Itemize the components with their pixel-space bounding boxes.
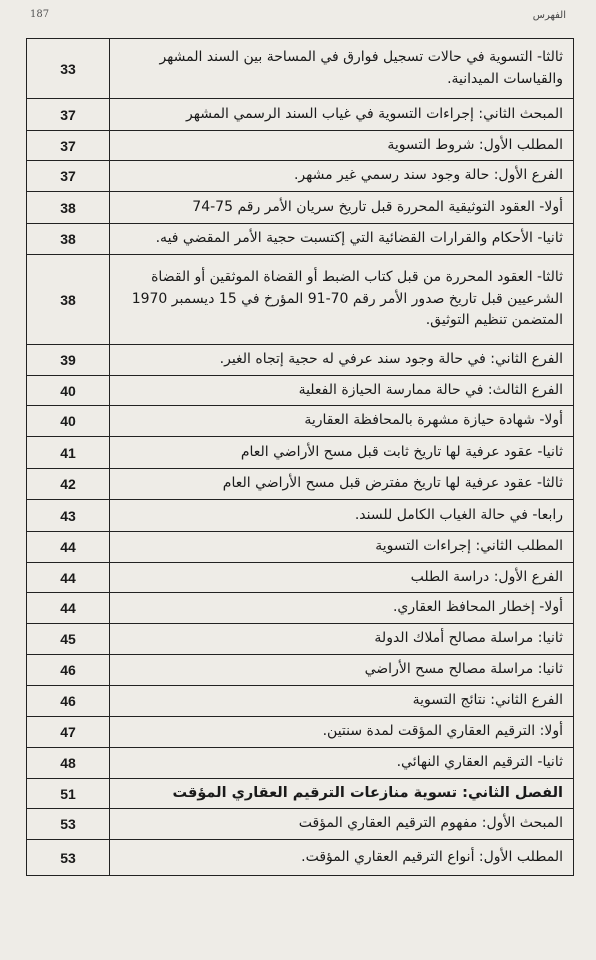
table-row — [27, 192, 574, 224]
table-row — [27, 840, 574, 876]
table-row — [27, 779, 574, 809]
toc-entry-page: 45 — [27, 624, 110, 655]
table-row — [27, 563, 574, 593]
toc-entry-page: 42 — [27, 469, 110, 500]
toc-entry-page: 37 — [27, 99, 110, 131]
table-row — [27, 469, 574, 500]
toc-entry-title: ثانيا- الأحكام والقرارات القضائية التي إكتسبت حجية الأمر المقضي فيه. — [110, 224, 574, 255]
toc-body — [27, 39, 574, 876]
toc-entry-title: ثانيا: مراسلة مصالح مسح الأراضي — [110, 655, 574, 686]
table-row — [27, 532, 574, 563]
toc-entry-page: 53 — [27, 809, 110, 840]
toc-entry-page: 51 — [27, 779, 110, 809]
table-row — [27, 500, 574, 532]
toc-entry-title: المطلب الأول: أنواع الترقيم العقاري المؤقت. — [110, 840, 574, 876]
toc-entry-page: 44 — [27, 532, 110, 563]
toc-entry-page: 53 — [27, 840, 110, 876]
table-row — [27, 717, 574, 748]
toc-entry-title: الفرع الأول: دراسة الطلب — [110, 563, 574, 593]
toc-entry-page: 38 — [27, 255, 110, 345]
toc-entry-title: أولا- العقود التوثيقية المحررة قبل تاريخ سريان الأمر رقم 75-74 — [110, 192, 574, 224]
table-of-contents — [26, 38, 574, 876]
toc-entry-page: 44 — [27, 563, 110, 593]
toc-entry-title: أولا: الترقيم العقاري المؤقت لمدة سنتين. — [110, 717, 574, 748]
toc-entry-page: 46 — [27, 686, 110, 717]
table-row — [27, 99, 574, 131]
toc-entry-page: 41 — [27, 437, 110, 469]
toc-entry-title: ثالثا- عقود عرفية لها تاريخ مفترض قبل مسح الأراضي العام — [110, 469, 574, 500]
toc-entry-title: ثالثا- التسوية في حالات تسجيل فوارق في المساحة بين السند المشهر والقياسات الميدانية. — [110, 39, 574, 99]
toc-entry-title: المطلب الثاني: إجراءات التسوية — [110, 532, 574, 563]
toc-entry-title: ثانيا- الترقيم العقاري النهائي. — [110, 748, 574, 779]
toc-entry-title: أولا- شهادة حيازة مشهرة بالمحافظة العقارية — [110, 406, 574, 437]
table-row — [27, 406, 574, 437]
toc-entry-page: 33 — [27, 39, 110, 99]
toc-entry-page: 48 — [27, 748, 110, 779]
toc-entry-page: 47 — [27, 717, 110, 748]
table-row — [27, 593, 574, 624]
toc-entry-title: الفرع الثاني: نتائج التسوية — [110, 686, 574, 717]
toc-entry-page: 38 — [27, 224, 110, 255]
table-row — [27, 809, 574, 840]
toc-entry-title: ثالثا- العقود المحررة من قبل كتاب الضبط أو القضاة الموثقين أو القضاة الشرعيين قبل تاريخ صدور الأمر رقم 70-91 المؤرخ في 15 ديسمبر 1970 المتضمن تنظيم التوثيق. — [110, 255, 574, 345]
toc-entry-title: المطلب الأول: شروط التسوية — [110, 131, 574, 161]
toc-entry-title: المبحث الثاني: إجراءات التسوية في غياب السند الرسمي المشهر — [110, 99, 574, 131]
table-row — [27, 255, 574, 345]
toc-entry-title: ثانيا: مراسلة مصالح أملاك الدولة — [110, 624, 574, 655]
toc-entry-title: الفرع الأول: حالة وجود سند رسمي غير مشهر. — [110, 161, 574, 192]
toc-entry-page: 37 — [27, 161, 110, 192]
table-row — [27, 624, 574, 655]
toc-entry-title: الفرع الثالث: في حالة ممارسة الحيازة الفعلية — [110, 376, 574, 406]
toc-entry-title: ثانيا- عقود عرفية لها تاريخ ثابت قبل مسح الأراضي العام — [110, 437, 574, 469]
toc-entry-title: الفرع الثاني: في حالة وجود سند عرفي له حجية إتجاه الغير. — [110, 345, 574, 376]
table-row — [27, 131, 574, 161]
running-header: الفهرس — [532, 10, 566, 21]
toc-entry-title: رابعا- في حالة الغياب الكامل للسند. — [110, 500, 574, 532]
toc-entry-page: 46 — [27, 655, 110, 686]
toc-entry-title: المبحث الأول: مفهوم الترقيم العقاري المؤقت — [110, 809, 574, 840]
table-row — [27, 376, 574, 406]
table-row — [27, 748, 574, 779]
toc-entry-title: الفصل الثاني: تسوية منازعات الترقيم العقاري المؤقت — [110, 779, 574, 809]
table-row — [27, 161, 574, 192]
table-row — [27, 345, 574, 376]
toc-entry-page: 43 — [27, 500, 110, 532]
toc-entry-page: 44 — [27, 593, 110, 624]
table-row — [27, 655, 574, 686]
toc-entry-page: 39 — [27, 345, 110, 376]
table-row — [27, 686, 574, 717]
toc-entry-page: 37 — [27, 131, 110, 161]
toc-entry-page: 38 — [27, 192, 110, 224]
table-row — [27, 437, 574, 469]
toc-entry-page: 40 — [27, 406, 110, 437]
table-row — [27, 224, 574, 255]
page-number: 187 — [30, 9, 50, 20]
toc-entry-title: أولا- إخطار المحافظ العقاري. — [110, 593, 574, 624]
table-row — [27, 39, 574, 99]
toc-entry-page: 40 — [27, 376, 110, 406]
